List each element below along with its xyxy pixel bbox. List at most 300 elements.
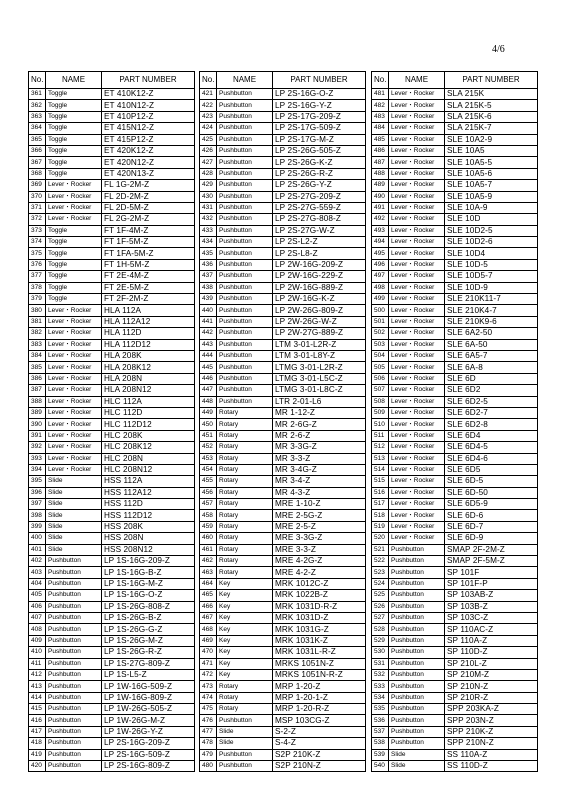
- table-row: [200, 430, 366, 441]
- table-row: [29, 647, 195, 658]
- row-name: Pushbutton: [46, 601, 102, 612]
- row-part-number: LP 2S-27G-808-Z: [273, 214, 366, 225]
- table-row: [29, 499, 195, 510]
- row-name: Pushbutton: [217, 191, 273, 202]
- table-row: [200, 123, 366, 134]
- parts-table-column-3: [371, 71, 538, 772]
- row-number: 478: [200, 738, 217, 749]
- row-name: Pushbutton: [217, 294, 273, 305]
- row-part-number: SPP 210N-Z: [445, 738, 538, 749]
- row-number: 420: [29, 761, 46, 772]
- row-name: Slide: [46, 521, 102, 532]
- row-part-number: SLE 10A5-9: [445, 191, 538, 202]
- row-number: 455: [200, 476, 217, 487]
- row-name: Lever・Rocker: [389, 385, 445, 396]
- row-number: 488: [372, 168, 389, 179]
- table-row: [29, 385, 195, 396]
- row-number: 396: [29, 487, 46, 498]
- parts-table-column-2: [199, 71, 366, 772]
- row-part-number: SLE 6A5-7: [445, 350, 538, 361]
- row-number: 533: [372, 681, 389, 692]
- row-part-number: LTMG 3-01-L2R-Z: [273, 362, 366, 373]
- row-part-number: MRP 1-20-1-Z: [273, 692, 366, 703]
- row-number: 512: [372, 442, 389, 453]
- row-part-number: ET 420N12-Z: [102, 157, 195, 168]
- table-row: [372, 612, 538, 623]
- row-name: Lever・Rocker: [389, 476, 445, 487]
- row-number: 484: [372, 123, 389, 134]
- row-name: Lever・Rocker: [389, 145, 445, 156]
- row-number: 414: [29, 692, 46, 703]
- row-name: Pushbutton: [46, 692, 102, 703]
- table-row: [372, 191, 538, 202]
- row-number: 368: [29, 168, 46, 179]
- row-part-number: HLC 112A: [102, 396, 195, 407]
- row-part-number: LTM 3-01-L2R-Z: [273, 339, 366, 350]
- row-number: 363: [29, 111, 46, 122]
- row-number: 438: [200, 282, 217, 293]
- row-part-number: SS 110A-Z: [445, 749, 538, 760]
- row-number: 520: [372, 533, 389, 544]
- row-number: 498: [372, 282, 389, 293]
- row-number: 362: [29, 100, 46, 111]
- row-part-number: HSS 112D12: [102, 510, 195, 521]
- table-row: [200, 407, 366, 418]
- table-row: [200, 339, 366, 350]
- table-row: [372, 761, 538, 772]
- row-number: 491: [372, 202, 389, 213]
- row-part-number: LP 1S-26G-G-Z: [102, 624, 195, 635]
- row-name: Pushbutton: [217, 339, 273, 350]
- table-row: [200, 761, 366, 772]
- row-part-number: MRE 2-5G-Z: [273, 510, 366, 521]
- table-row: [29, 259, 195, 270]
- row-part-number: SLE 10D-5: [445, 259, 538, 270]
- row-name: Pushbutton: [217, 237, 273, 248]
- row-number: 413: [29, 681, 46, 692]
- row-part-number: HLC 112D: [102, 407, 195, 418]
- row-number: 401: [29, 544, 46, 555]
- table-row: [372, 248, 538, 259]
- row-part-number: LP 1S-L5-Z: [102, 669, 195, 680]
- row-part-number: ET 415P12-Z: [102, 134, 195, 145]
- row-number: 369: [29, 180, 46, 191]
- table-row: [29, 624, 195, 635]
- row-number: 482: [372, 100, 389, 111]
- row-number: 504: [372, 350, 389, 361]
- row-part-number: LP 2S-27G-559-Z: [273, 202, 366, 213]
- row-number: 433: [200, 225, 217, 236]
- row-number: 386: [29, 373, 46, 384]
- row-part-number: LP 1S-16G-209-Z: [102, 556, 195, 567]
- table-row: [200, 544, 366, 555]
- row-name: Lever・Rocker: [389, 521, 445, 532]
- row-number: 441: [200, 316, 217, 327]
- row-number: 424: [200, 123, 217, 134]
- row-name: Lever・Rocker: [46, 214, 102, 225]
- row-name: Pushbutton: [217, 362, 273, 373]
- table-row: [372, 521, 538, 532]
- row-number: 436: [200, 259, 217, 270]
- row-number: 364: [29, 123, 46, 134]
- row-name: Lever・Rocker: [389, 328, 445, 339]
- table-row: [29, 168, 195, 179]
- row-number: 429: [200, 180, 217, 191]
- table-row: [372, 510, 538, 521]
- row-number: 391: [29, 430, 46, 441]
- row-name: Rotary: [217, 487, 273, 498]
- table-row: [372, 430, 538, 441]
- row-name: Pushbutton: [217, 328, 273, 339]
- table-row: [200, 601, 366, 612]
- row-name: Toggle: [46, 259, 102, 270]
- row-name: Lever・Rocker: [46, 373, 102, 384]
- row-number: 398: [29, 510, 46, 521]
- row-name: Pushbutton: [389, 647, 445, 658]
- table-row: [200, 328, 366, 339]
- table-row: [372, 271, 538, 282]
- row-number: 389: [29, 407, 46, 418]
- table-row: [29, 442, 195, 453]
- row-part-number: SLE 6D-7: [445, 521, 538, 532]
- row-name: Lever・Rocker: [389, 271, 445, 282]
- row-part-number: HLC 208N12: [102, 464, 195, 475]
- row-name: Toggle: [46, 89, 102, 100]
- row-part-number: LP 2S-26G-K-Z: [273, 157, 366, 168]
- row-part-number: HSS 208N: [102, 533, 195, 544]
- row-name: Slide: [46, 510, 102, 521]
- row-number: 519: [372, 521, 389, 532]
- row-part-number: HLA 112D: [102, 328, 195, 339]
- table-row: [372, 681, 538, 692]
- row-number: 440: [200, 305, 217, 316]
- row-name: Lever・Rocker: [389, 111, 445, 122]
- row-part-number: HSS 112A: [102, 476, 195, 487]
- table-row: [29, 145, 195, 156]
- row-name: Lever・Rocker: [389, 510, 445, 521]
- row-part-number: LP 2S-17G-209-Z: [273, 111, 366, 122]
- row-name: Pushbutton: [46, 761, 102, 772]
- table-row: [29, 453, 195, 464]
- row-part-number: SLE 10A-9: [445, 202, 538, 213]
- table-row: [372, 259, 538, 270]
- row-number: 408: [29, 624, 46, 635]
- row-number: 387: [29, 385, 46, 396]
- row-part-number: MRE 3-3G-Z: [273, 533, 366, 544]
- table-row: [29, 100, 195, 111]
- row-name: Lever・Rocker: [389, 259, 445, 270]
- row-number: 390: [29, 419, 46, 430]
- row-number: 529: [372, 635, 389, 646]
- table-header-row: [200, 72, 366, 89]
- row-name: Lever・Rocker: [389, 248, 445, 259]
- row-part-number: ET 415N12-Z: [102, 123, 195, 134]
- table-row: [29, 282, 195, 293]
- row-part-number: MRK 1031D-Z: [273, 612, 366, 623]
- row-number: 453: [200, 453, 217, 464]
- row-name: Toggle: [46, 271, 102, 282]
- table-row: [29, 237, 195, 248]
- row-name: Pushbutton: [46, 726, 102, 737]
- row-number: 423: [200, 111, 217, 122]
- row-part-number: FT 1F-5M-Z: [102, 237, 195, 248]
- row-part-number: LP 1S-27G-809-Z: [102, 658, 195, 669]
- table-row: [372, 647, 538, 658]
- table-row: [29, 248, 195, 259]
- row-name: Toggle: [46, 225, 102, 236]
- table-row: [200, 658, 366, 669]
- row-name: Lever・Rocker: [46, 328, 102, 339]
- table-row: [200, 556, 366, 567]
- row-part-number: LP 2S-16G-809-Z: [102, 761, 195, 772]
- table-row: [200, 612, 366, 623]
- row-name: Toggle: [46, 168, 102, 179]
- table-row: [29, 761, 195, 772]
- row-number: 452: [200, 442, 217, 453]
- row-part-number: MRE 4-2-Z: [273, 567, 366, 578]
- row-part-number: S-2-Z: [273, 726, 366, 737]
- row-part-number: LP 1W-26G-Y-Z: [102, 726, 195, 737]
- row-name: Lever・Rocker: [389, 430, 445, 441]
- row-name: Pushbutton: [389, 692, 445, 703]
- row-name: Pushbutton: [46, 612, 102, 623]
- table-row: [200, 316, 366, 327]
- row-part-number: LP 1W-16G-809-Z: [102, 692, 195, 703]
- row-part-number: HLA 208N12: [102, 385, 195, 396]
- row-number: 493: [372, 225, 389, 236]
- row-part-number: SLE 6D-6: [445, 510, 538, 521]
- row-part-number: S2P 210N-Z: [273, 761, 366, 772]
- row-number: 361: [29, 89, 46, 100]
- row-number: 492: [372, 214, 389, 225]
- row-name: Toggle: [46, 123, 102, 134]
- row-part-number: LP 2W-27G-889-Z: [273, 328, 366, 339]
- row-number: 506: [372, 373, 389, 384]
- table-row: [200, 248, 366, 259]
- row-number: 375: [29, 248, 46, 259]
- row-name: Lever・Rocker: [389, 339, 445, 350]
- row-part-number: LTMG 3-01-L8C-Z: [273, 385, 366, 396]
- row-number: 425: [200, 134, 217, 145]
- row-name: Pushbutton: [389, 669, 445, 680]
- row-name: Pushbutton: [389, 715, 445, 726]
- row-name: Pushbutton: [389, 635, 445, 646]
- table-row: [200, 476, 366, 487]
- row-number: 430: [200, 191, 217, 202]
- row-part-number: FT 2E-4M-Z: [102, 271, 195, 282]
- table-row: [29, 464, 195, 475]
- table-row: [29, 544, 195, 555]
- row-number: 383: [29, 339, 46, 350]
- row-part-number: MR 2-6G-Z: [273, 419, 366, 430]
- table-row: [29, 738, 195, 749]
- row-part-number: ET 420K12-Z: [102, 145, 195, 156]
- row-number: 463: [200, 567, 217, 578]
- table-row: [29, 305, 195, 316]
- row-part-number: SPP 203N-Z: [445, 715, 538, 726]
- row-number: 421: [200, 89, 217, 100]
- row-name: Lever・Rocker: [389, 362, 445, 373]
- row-part-number: SLA 215K-5: [445, 100, 538, 111]
- row-number: 467: [200, 612, 217, 623]
- row-name: Toggle: [46, 157, 102, 168]
- row-name: Pushbutton: [46, 738, 102, 749]
- row-number: 447: [200, 385, 217, 396]
- row-number: 507: [372, 385, 389, 396]
- table-row: [200, 89, 366, 100]
- row-name: Toggle: [46, 248, 102, 259]
- table-row: [29, 556, 195, 567]
- table-row: [372, 464, 538, 475]
- header-no: No.: [200, 72, 217, 89]
- row-part-number: HLA 112A12: [102, 316, 195, 327]
- row-name: Lever・Rocker: [46, 453, 102, 464]
- row-number: 522: [372, 556, 389, 567]
- header-no: No.: [372, 72, 389, 89]
- row-number: 428: [200, 168, 217, 179]
- table-row: [372, 442, 538, 453]
- header-part-number: PART NUMBER: [102, 72, 195, 89]
- table-row: [29, 407, 195, 418]
- row-name: Pushbutton: [217, 134, 273, 145]
- row-number: 489: [372, 180, 389, 191]
- table-row: [372, 499, 538, 510]
- table-row: [372, 453, 538, 464]
- row-name: Toggle: [46, 100, 102, 111]
- row-name: Lever・Rocker: [389, 499, 445, 510]
- table-row: [200, 145, 366, 156]
- table-row: [200, 100, 366, 111]
- row-name: Slide: [46, 487, 102, 498]
- row-part-number: SLE 210K4-7: [445, 305, 538, 316]
- table-row: [200, 726, 366, 737]
- table-row: [372, 556, 538, 567]
- row-name: Pushbutton: [217, 259, 273, 270]
- row-number: 431: [200, 202, 217, 213]
- table-row: [372, 316, 538, 327]
- table-row: [200, 419, 366, 430]
- row-part-number: HLC 208K12: [102, 442, 195, 453]
- row-number: 524: [372, 578, 389, 589]
- table-row: [29, 294, 195, 305]
- row-number: 516: [372, 487, 389, 498]
- row-part-number: SLE 10D: [445, 214, 538, 225]
- row-part-number: SLE 10A2-9: [445, 134, 538, 145]
- row-number: 538: [372, 738, 389, 749]
- row-number: 502: [372, 328, 389, 339]
- row-number: 501: [372, 316, 389, 327]
- table-row: [372, 635, 538, 646]
- row-name: Rotary: [217, 464, 273, 475]
- row-number: 371: [29, 202, 46, 213]
- row-name: Rotary: [217, 499, 273, 510]
- row-part-number: SLE 10A5-6: [445, 168, 538, 179]
- table-row: [200, 373, 366, 384]
- row-part-number: SLE 6D5-9: [445, 499, 538, 510]
- row-number: 499: [372, 294, 389, 305]
- table-row: [372, 396, 538, 407]
- row-part-number: LP 1W-26G-505-Z: [102, 704, 195, 715]
- table-row: [200, 464, 366, 475]
- header-part-number: PART NUMBER: [445, 72, 538, 89]
- table-row: [200, 191, 366, 202]
- row-part-number: SLE 10A5: [445, 145, 538, 156]
- row-number: 475: [200, 704, 217, 715]
- row-part-number: SMAP 2F-2M-Z: [445, 544, 538, 555]
- table-row: [200, 647, 366, 658]
- row-name: Pushbutton: [46, 749, 102, 760]
- table-header-row: [29, 72, 195, 89]
- row-number: 487: [372, 157, 389, 168]
- row-number: 534: [372, 692, 389, 703]
- table-row: [200, 624, 366, 635]
- row-part-number: LP 2S-26G-Y-Z: [273, 180, 366, 191]
- row-number: 380: [29, 305, 46, 316]
- row-part-number: HLA 208N: [102, 373, 195, 384]
- row-part-number: SLE 210K9-6: [445, 316, 538, 327]
- row-part-number: MRP 1-20-R-Z: [273, 704, 366, 715]
- row-number: 465: [200, 590, 217, 601]
- table-row: [372, 237, 538, 248]
- row-name: Pushbutton: [217, 271, 273, 282]
- table-row: [29, 567, 195, 578]
- row-part-number: FT 1H-5M-Z: [102, 259, 195, 270]
- row-name: Pushbutton: [389, 624, 445, 635]
- row-name: Toggle: [46, 237, 102, 248]
- row-number: 460: [200, 533, 217, 544]
- row-name: Rotary: [217, 704, 273, 715]
- table-row: [372, 738, 538, 749]
- table-row: [200, 510, 366, 521]
- table-row: [372, 350, 538, 361]
- row-number: 496: [372, 259, 389, 270]
- table-row: [29, 749, 195, 760]
- row-number: 456: [200, 487, 217, 498]
- row-name: Lever・Rocker: [46, 442, 102, 453]
- table-row: [372, 225, 538, 236]
- row-name: Key: [217, 590, 273, 601]
- row-name: Pushbutton: [46, 578, 102, 589]
- table-row: [200, 168, 366, 179]
- row-name: Slide: [389, 749, 445, 760]
- row-part-number: HLA 112A: [102, 305, 195, 316]
- row-name: Lever・Rocker: [389, 396, 445, 407]
- table-row: [29, 578, 195, 589]
- row-number: 406: [29, 601, 46, 612]
- row-part-number: SLE 6D4: [445, 430, 538, 441]
- row-number: 397: [29, 499, 46, 510]
- row-part-number: SP 210R-Z: [445, 692, 538, 703]
- table-row: [200, 385, 366, 396]
- row-part-number: LTR 2-01-L6: [273, 396, 366, 407]
- row-number: 448: [200, 396, 217, 407]
- row-number: 415: [29, 704, 46, 715]
- row-part-number: LP 1S-26G-R-Z: [102, 647, 195, 658]
- row-name: Lever・Rocker: [389, 464, 445, 475]
- row-part-number: SLE 6D: [445, 373, 538, 384]
- table-row: [200, 294, 366, 305]
- row-part-number: MRE 4-2G-Z: [273, 556, 366, 567]
- row-number: 402: [29, 556, 46, 567]
- table-row: [29, 396, 195, 407]
- row-name: Lever・Rocker: [389, 533, 445, 544]
- row-part-number: HLC 112D12: [102, 419, 195, 430]
- row-number: 427: [200, 157, 217, 168]
- row-number: 537: [372, 726, 389, 737]
- table-row: [372, 749, 538, 760]
- row-name: Rotary: [217, 692, 273, 703]
- row-part-number: LP 2W-16G-229-Z: [273, 271, 366, 282]
